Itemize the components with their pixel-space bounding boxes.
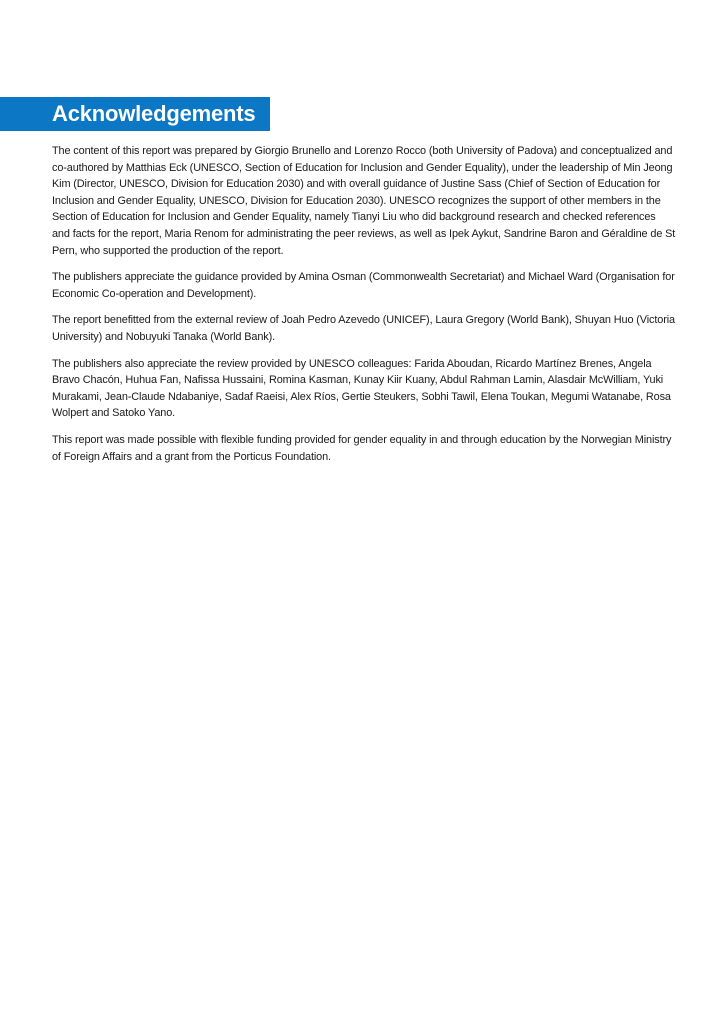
acknowledgements-body: [52, 143, 676, 475]
paragraph-funding: This report was made possible with flexible funding provided for gender equality in and through education by the Norwegian Ministry of Foreign Affairs and a grant from the Porticus Foundation.: [52, 433, 672, 463]
paragraph-external-review: The report benefitted from the external review of Joah Pedro Azevedo (UNICEF), Laura Gregory (World Bank), Shuyan Huo (Victoria University) and Nobuyuki Tanaka (World Bank).: [52, 314, 675, 343]
paragraph-contributors: The content of this report was prepared by Giorgio Brunello and Lorenzo Rocco (both University of Padova) and conceptualized and co-authored by Matthias Eck (UNESCO, Section of Education for Inclusion and Gender Equality), under the leadership of Min Jeong Kim (Director, UNESCO, Division for Education 2030) and with overall guidance of Justine Sass (Chief of Section of Education for Inclusion and Gender Equality, UNESCO, Division for Education 2030). UNESCO recognizes the support of other members in the Section of Education for Inclusion and Gender Equality, namely Tianyi Liu who did background research and checked references and facts for the report, Maria Renom for administrating the peer reviews, as well as Ipek Aykut, Sandrine Baron and Géraldine de St Pern, who supported the production of the report.: [52, 145, 676, 257]
page-title: Acknowledgements: [52, 101, 256, 126]
paragraph-unesco-review: The publishers also appreciate the review provided by UNESCO colleagues: Farida Aboudan, Ricardo Martínez Brenes, Angela Bravo Chacón, Huhua Fan, Nafissa Hussaini, Romina Kasman, Kunay Kiir Kuany, Abdul Rahman Lamin, Alasdair McWilliam, Yuki Murakami, Jean-Claude Ndabaniye, Sadaf Raeisi, Alex Ríos, Gertie Steukers, Sobhi Tawil, Elena Toukan, Megumi Watanabe, Rosa Wolpert and Satoko Yano.: [52, 357, 671, 420]
paragraph-guidance: The publishers appreciate the guidance provided by Amina Osman (Commonwealth Secretariat) and Michael Ward (Organisation for Economic Co-operation and Development).: [52, 271, 675, 300]
